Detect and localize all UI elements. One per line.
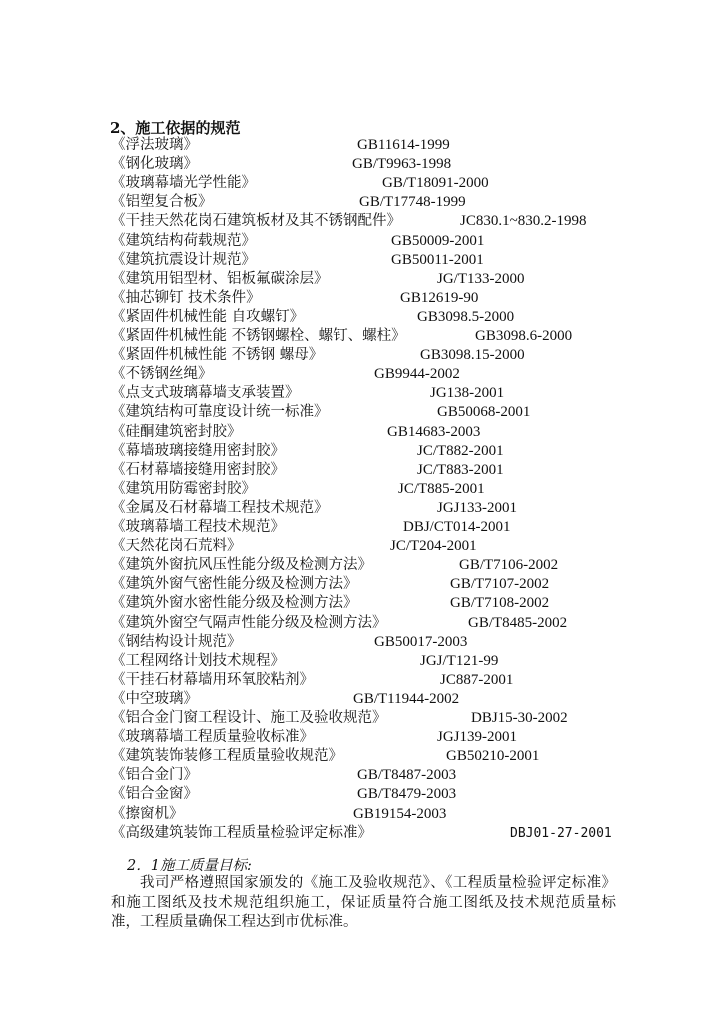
standard-name: 《建筑外窗抗风压性能分级及检测方法》 bbox=[111, 557, 372, 574]
standard-row bbox=[0, 633, 724, 652]
standard-code: GB/T8487-2003 bbox=[357, 767, 457, 784]
standard-row bbox=[0, 232, 724, 251]
standard-code: GB14683-2003 bbox=[387, 423, 481, 440]
standard-name: 《铝合金门窗工程设计、施工及验收规范》 bbox=[111, 710, 387, 726]
standard-code: DBJ15-30-2002 bbox=[471, 710, 568, 726]
standard-row bbox=[0, 480, 724, 499]
standard-name: 《天然花岗石荒料》 bbox=[111, 538, 242, 555]
standard-code: GB/T7106-2002 bbox=[459, 557, 559, 574]
standard-row bbox=[0, 690, 724, 709]
standard-name: 《不锈钢丝绳》 bbox=[111, 366, 213, 383]
standard-row bbox=[0, 423, 724, 442]
standard-row bbox=[0, 728, 724, 747]
standard-code: JC/T883-2001 bbox=[417, 461, 504, 478]
standard-name: 《幕墙玻璃接缝用密封胶》 bbox=[111, 442, 285, 459]
standard-code: GB/T8479-2003 bbox=[357, 786, 457, 803]
standard-name: 《抽芯铆钉 技术条件》 bbox=[111, 289, 261, 306]
standard-row bbox=[0, 251, 724, 270]
quality-paragraph: 我司严格遵照国家颁发的《施工及验收规范》、《工程质量检验评定标准》和施工图纸及技术规范组织施工，保证质量符合施工图纸及技术规范质量标准，工程质量确保工程达到市优标准。 bbox=[111, 875, 616, 930]
quality-subheading: 2．1施工质量目标: bbox=[127, 858, 252, 874]
standard-code: JC/T882-2001 bbox=[417, 442, 504, 459]
standard-row bbox=[0, 518, 724, 537]
standard-name: 《高级建筑装饰工程质量检验评定标准》 bbox=[111, 824, 372, 841]
standard-code: GB/T8485-2002 bbox=[468, 614, 568, 631]
standard-code: GB50009-2001 bbox=[391, 232, 485, 249]
standard-row bbox=[0, 461, 724, 480]
standard-code: GB/T9963-1998 bbox=[352, 156, 452, 173]
standard-row bbox=[0, 499, 724, 518]
standard-code: JGJ133-2001 bbox=[437, 499, 518, 516]
standard-row bbox=[0, 594, 724, 613]
standard-row bbox=[0, 652, 724, 671]
standard-code: GB3098.6-2000 bbox=[475, 328, 573, 344]
standard-code: GB19154-2003 bbox=[353, 805, 447, 822]
standard-name: 《浮法玻璃》 bbox=[111, 137, 198, 153]
standard-name: 《铝合金门》 bbox=[111, 767, 198, 784]
standard-row bbox=[0, 766, 724, 785]
standard-name: 《钢化玻璃》 bbox=[111, 156, 198, 173]
standard-row bbox=[0, 136, 724, 155]
standard-row bbox=[0, 614, 724, 633]
standard-row bbox=[0, 384, 724, 403]
standard-code: JG138-2001 bbox=[430, 385, 505, 402]
standard-code: JC830.1~830.2-1998 bbox=[460, 213, 587, 230]
standard-row bbox=[0, 327, 724, 346]
standard-row bbox=[0, 212, 724, 231]
standard-code: GB9944-2002 bbox=[374, 366, 460, 383]
standard-name: 《玻璃幕墙光学性能》 bbox=[111, 175, 256, 192]
standard-name: 《建筑外窗水密性能分级及检测方法》 bbox=[111, 595, 358, 612]
standard-row bbox=[0, 709, 724, 728]
standard-code: GB50011-2001 bbox=[391, 251, 484, 268]
standard-name: 《石材幕墙接缝用密封胶》 bbox=[111, 461, 285, 478]
standard-name: 《玻璃幕墙工程技术规范》 bbox=[111, 519, 285, 535]
standard-code: GB12619-90 bbox=[400, 289, 479, 306]
standard-name: 《工程网络计划技术规程》 bbox=[111, 652, 285, 669]
standard-row bbox=[0, 174, 724, 193]
standard-name: 《钢结构设计规范》 bbox=[111, 633, 242, 650]
standard-row bbox=[0, 155, 724, 174]
standard-code: GB/T11944-2002 bbox=[353, 690, 460, 707]
section-heading: 2、施工依据的规范 bbox=[110, 119, 241, 137]
standard-name: 《建筑外窗气密性能分级及检测方法》 bbox=[111, 576, 358, 593]
standard-name: 《铝塑复合板》 bbox=[111, 194, 213, 211]
standard-name: 《建筑抗震设计规范》 bbox=[111, 251, 256, 268]
standard-name: 《硅酮建筑密封胶》 bbox=[111, 423, 242, 440]
standard-code: DBJ01-27-2001 bbox=[510, 825, 612, 841]
standard-name: 《紧固件机械性能 不锈钢螺栓、螺钉、螺柱》 bbox=[111, 328, 406, 344]
standard-name: 《擦窗机》 bbox=[111, 805, 184, 822]
standard-code: JGJ139-2001 bbox=[437, 729, 518, 746]
standard-code: JGJ/T121-99 bbox=[420, 652, 499, 669]
standard-row bbox=[0, 747, 724, 766]
standard-code: GB3098.15-2000 bbox=[420, 347, 525, 364]
standard-name: 《点支式玻璃幕墙支承装置》 bbox=[111, 385, 300, 402]
standard-code: GB3098.5-2000 bbox=[417, 308, 515, 325]
standard-name: 《建筑结构荷载规范》 bbox=[111, 232, 256, 249]
standard-row bbox=[0, 270, 724, 289]
standard-code: JC887-2001 bbox=[440, 671, 514, 688]
standard-row bbox=[0, 442, 724, 461]
standard-name: 《中空玻璃》 bbox=[111, 690, 198, 707]
standard-code: GB/T7108-2002 bbox=[450, 595, 550, 612]
standard-row bbox=[0, 785, 724, 804]
standard-name: 《建筑用铝型材、铝板氟碳涂层》 bbox=[111, 270, 329, 287]
standard-row bbox=[0, 289, 724, 308]
standard-code: GB50017-2003 bbox=[374, 633, 468, 650]
standard-name: 《紧固件机械性能 自攻螺钉》 bbox=[111, 308, 305, 325]
standard-name: 《紧固件机械性能 不锈钢 螺母》 bbox=[111, 347, 324, 364]
standard-row bbox=[0, 193, 724, 212]
standard-code: JG/T133-2000 bbox=[437, 270, 525, 287]
standard-name: 《金属及石材幕墙工程技术规范》 bbox=[111, 499, 329, 516]
standard-code: GB/T17748-1999 bbox=[359, 194, 466, 211]
standard-code: GB50068-2001 bbox=[437, 404, 531, 421]
standard-row bbox=[0, 575, 724, 594]
standard-row bbox=[0, 671, 724, 690]
standard-name: 《干挂石材幕墙用环氧胶粘剂》 bbox=[111, 671, 314, 688]
standard-row bbox=[0, 805, 724, 824]
standard-row bbox=[0, 824, 724, 843]
standard-code: GB/T7107-2002 bbox=[450, 576, 550, 593]
standard-row bbox=[0, 403, 724, 422]
standard-name: 《建筑外窗空气隔声性能分级及检测方法》 bbox=[111, 614, 387, 631]
standard-name: 《建筑装饰装修工程质量验收规范》 bbox=[111, 748, 343, 765]
standard-name: 《建筑结构可靠度设计统一标准》 bbox=[111, 404, 329, 421]
standard-code: GB/T18091-2000 bbox=[382, 175, 489, 192]
standard-row bbox=[0, 365, 724, 384]
standard-row bbox=[0, 308, 724, 327]
standard-code: DBJ/CT014-2001 bbox=[403, 519, 511, 535]
standard-code: JC/T204-2001 bbox=[390, 538, 477, 555]
standard-name: 《建筑用防霉密封胶》 bbox=[111, 480, 256, 497]
standard-row bbox=[0, 556, 724, 575]
standard-code: JC/T885-2001 bbox=[398, 480, 485, 497]
standard-name: 《玻璃幕墙工程质量验收标准》 bbox=[111, 729, 314, 746]
standard-row bbox=[0, 346, 724, 365]
standard-name: 《干挂天然花岗石建筑板材及其不锈钢配件》 bbox=[111, 213, 401, 230]
standard-code: GB50210-2001 bbox=[446, 748, 540, 765]
standard-row bbox=[0, 537, 724, 556]
standard-name: 《铝合金窗》 bbox=[111, 786, 198, 803]
standard-code: GB11614-1999 bbox=[357, 137, 450, 153]
